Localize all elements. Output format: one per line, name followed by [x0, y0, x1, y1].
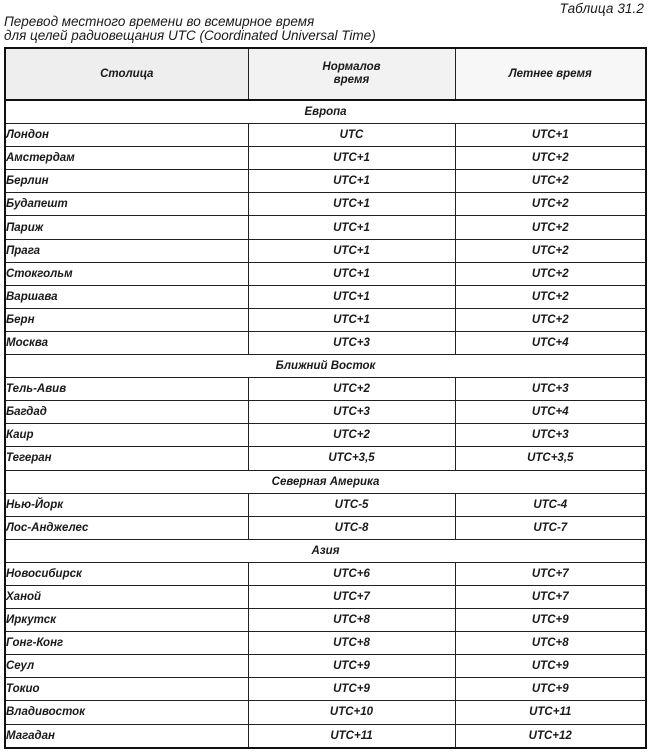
caption-line-1: Перевод местного времени во всемирное время — [4, 14, 315, 29]
table-row — [5, 562, 646, 585]
table-row — [5, 378, 646, 401]
city-cell: Берн — [5, 308, 248, 331]
table-row — [5, 285, 646, 308]
city-cell: Варшава — [5, 285, 248, 308]
table-row — [5, 308, 646, 331]
table-row — [5, 170, 646, 193]
region-heading: Ближний Восток — [5, 355, 646, 378]
summer-time-cell: UTC-7 — [455, 516, 646, 539]
header-summer-time: Летнее время — [455, 48, 646, 100]
city-cell: Тегеран — [5, 447, 248, 470]
city-cell: Тель-Авив — [5, 378, 248, 401]
region-heading: Северная Америка — [5, 470, 646, 493]
utc-table — [4, 47, 647, 749]
summer-time-cell: UTC+11 — [455, 701, 646, 724]
city-cell: Париж — [5, 216, 248, 239]
normal-time-cell: UTC-5 — [248, 493, 455, 516]
table-row — [5, 655, 646, 678]
table-row — [5, 424, 646, 447]
summer-time-cell: UTC+2 — [455, 308, 646, 331]
normal-time-cell: UTC+10 — [248, 701, 455, 724]
normal-time-cell: UTC+1 — [248, 170, 455, 193]
header-normal-line-2: время — [333, 74, 370, 86]
normal-time-cell: UTC+8 — [248, 632, 455, 655]
city-cell: Стокгольм — [5, 262, 248, 285]
normal-time-cell: UTC+2 — [248, 378, 455, 401]
table-row — [5, 516, 646, 539]
city-cell: Каир — [5, 424, 248, 447]
summer-time-cell: UTC+9 — [455, 609, 646, 632]
summer-time-cell: UTC+2 — [455, 193, 646, 216]
city-cell: Лос-Анджелес — [5, 516, 248, 539]
table-row — [5, 585, 646, 608]
city-cell: Амстердам — [5, 147, 248, 170]
city-cell: Будапешт — [5, 193, 248, 216]
city-cell: Прага — [5, 239, 248, 262]
normal-time-cell: UTC+6 — [248, 562, 455, 585]
city-cell: Москва — [5, 331, 248, 354]
summer-time-cell: UTC-4 — [455, 493, 646, 516]
table-body — [5, 100, 646, 748]
table-row — [5, 147, 646, 170]
city-cell: Токио — [5, 678, 248, 701]
summer-time-cell: UTC+1 — [455, 124, 646, 147]
city-cell: Сеул — [5, 655, 248, 678]
summer-time-cell: UTC+2 — [455, 262, 646, 285]
city-cell: Нью-Йорк — [5, 493, 248, 516]
city-cell: Владивосток — [5, 701, 248, 724]
table-row — [5, 493, 646, 516]
region-row — [5, 355, 646, 378]
city-cell: Багдад — [5, 401, 248, 424]
normal-time-cell: UTC+1 — [248, 216, 455, 239]
summer-time-cell: UTC+12 — [455, 724, 646, 748]
table-row — [5, 701, 646, 724]
normal-time-cell: UTC+3,5 — [248, 447, 455, 470]
summer-time-cell: UTC+3 — [455, 424, 646, 447]
table-row — [5, 193, 646, 216]
table-row — [5, 678, 646, 701]
normal-time-cell: UTC+3 — [248, 401, 455, 424]
region-row — [5, 100, 646, 124]
table-number: Таблица 31.2 — [559, 1, 644, 16]
summer-time-cell: UTC+2 — [455, 147, 646, 170]
header-row — [5, 48, 646, 100]
region-heading: Европа — [5, 100, 646, 124]
table-row — [5, 124, 646, 147]
table-row — [5, 216, 646, 239]
city-cell: Ханой — [5, 585, 248, 608]
region-heading: Азия — [5, 539, 646, 562]
normal-time-cell: UTC — [248, 124, 455, 147]
city-cell: Новосибирск — [5, 562, 248, 585]
summer-time-cell: UTC+9 — [455, 678, 646, 701]
region-row — [5, 470, 646, 493]
header-capital: Столица — [5, 48, 248, 100]
table-row — [5, 724, 646, 748]
city-cell: Гонг-Конг — [5, 632, 248, 655]
normal-time-cell: UTC+1 — [248, 193, 455, 216]
normal-time-cell: UTC+2 — [248, 424, 455, 447]
header-normal-line-1: Нормалов — [322, 61, 381, 73]
summer-time-cell: UTC+2 — [455, 285, 646, 308]
table-row — [5, 239, 646, 262]
table-header — [5, 48, 646, 100]
summer-time-cell: UTC+9 — [455, 655, 646, 678]
normal-time-cell: UTC+1 — [248, 262, 455, 285]
normal-time-cell: UTC-8 — [248, 516, 455, 539]
normal-time-cell: UTC+1 — [248, 147, 455, 170]
header-normal-time — [248, 48, 455, 100]
normal-time-cell: UTC+9 — [248, 678, 455, 701]
summer-time-cell: UTC+7 — [455, 562, 646, 585]
table-row — [5, 262, 646, 285]
table-row — [5, 331, 646, 354]
summer-time-cell: UTC+3,5 — [455, 447, 646, 470]
summer-time-cell: UTC+2 — [455, 216, 646, 239]
summer-time-cell: UTC+7 — [455, 585, 646, 608]
table-row — [5, 447, 646, 470]
normal-time-cell: UTC+1 — [248, 308, 455, 331]
normal-time-cell: UTC+3 — [248, 331, 455, 354]
summer-time-cell: UTC+2 — [455, 170, 646, 193]
caption-line-2: для целей радиовещания UTC (Coordinated Universal Time) — [4, 28, 376, 43]
summer-time-cell: UTC+4 — [455, 331, 646, 354]
summer-time-cell: UTC+3 — [455, 378, 646, 401]
region-row — [5, 539, 646, 562]
table-caption — [4, 15, 564, 43]
summer-time-cell: UTC+4 — [455, 401, 646, 424]
summer-time-cell: UTC+2 — [455, 239, 646, 262]
city-cell: Иркутск — [5, 609, 248, 632]
city-cell: Берлин — [5, 170, 248, 193]
normal-time-cell: UTC+7 — [248, 585, 455, 608]
city-cell: Лондон — [5, 124, 248, 147]
normal-time-cell: UTC+1 — [248, 285, 455, 308]
table-row — [5, 609, 646, 632]
summer-time-cell: UTC+8 — [455, 632, 646, 655]
normal-time-cell: UTC+9 — [248, 655, 455, 678]
normal-time-cell: UTC+11 — [248, 724, 455, 748]
normal-time-cell: UTC+1 — [248, 239, 455, 262]
table-row — [5, 401, 646, 424]
normal-time-cell: UTC+8 — [248, 609, 455, 632]
city-cell: Магадан — [5, 724, 248, 748]
table-row — [5, 632, 646, 655]
